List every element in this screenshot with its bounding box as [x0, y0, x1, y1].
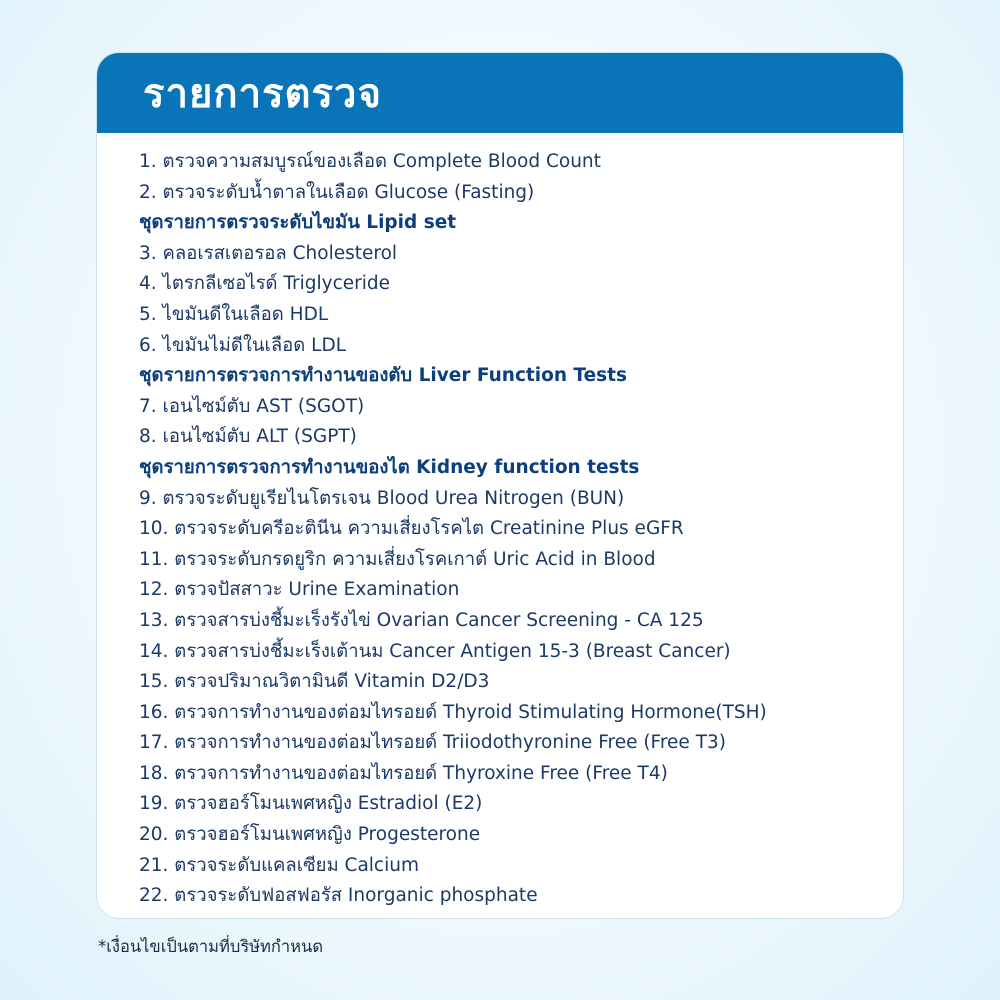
- card-header: [97, 53, 903, 133]
- list-item-1: 1. ตรวจความสมบูรณ์ของเลือด Complete Blood Count: [139, 151, 601, 172]
- list-item-21: 21. ตรวจระดับแคลเซียม Calcium: [139, 854, 419, 876]
- list-item-22: 22. ตรวจระดับฟอสฟอรัส Inorganic phosphate: [139, 885, 538, 907]
- list-item-5: 5. ไขมันดีในเลือด HDL: [139, 303, 329, 325]
- section-heading-liver: ชุดรายการตรวจการทำงานของตับ Liver Function Tests: [139, 365, 628, 387]
- list-item-17: 17. ตรวจการทำงานของต่อมไทรอยด์ Triiodothyronine Free (Free T3): [139, 732, 726, 754]
- list-item-12: 12. ตรวจปัสสาวะ Urine Examination: [139, 579, 460, 601]
- test-list: [97, 133, 903, 912]
- list-item-3: 3. คลอเรสเตอรอล Cholesterol: [139, 242, 398, 264]
- list-item-18: 18. ตรวจการทำงานของต่อมไทรอยด์ Thyroxine Free (Free T4): [139, 762, 668, 784]
- section-heading-lipid: ชุดรายการตรวจระดับไขมัน Lipid set: [139, 212, 457, 234]
- list-item-7: 7. เอนไซม์ตับ AST (SGOT): [139, 395, 365, 417]
- list-item-16: 16. ตรวจการทำงานของต่อมไทรอยด์ Thyroid Stimulating Hormone(TSH): [139, 701, 767, 723]
- list-item-20: 20. ตรวจฮอร์โมนเพศหญิง Progesterone: [139, 824, 481, 846]
- list-item-10: 10. ตรวจระดับครีอะตินีน ความเสี่ยงโรคไต Creatinine Plus eGFR: [139, 518, 684, 540]
- list-item-13: 13. ตรวจสารบ่งชี้มะเร็งรังไข่ Ovarian Cancer Screening - CA 125: [139, 609, 704, 631]
- list-item-8: 8. เอนไซม์ตับ ALT (SGPT): [139, 426, 357, 448]
- list-item-6: 6. ไขมันไม่ดีในเลือด LDL: [139, 334, 347, 356]
- list-item-4: 4. ไตรกลีเซอไรด์ Triglyceride: [139, 273, 391, 295]
- footnote: *เงื่อนไขเป็นตามที่บริษัทกำหนด: [98, 937, 324, 956]
- list-item-2: 2. ตรวจระดับน้ำตาลในเลือด Glucose (Fasting): [139, 181, 535, 203]
- list-item-9: 9. ตรวจระดับยูเรียไนโตรเจน Blood Urea Nitrogen (BUN): [139, 487, 625, 509]
- list-item-19: 19. ตรวจฮอร์โมนเพศหญิง Estradiol (E2): [139, 793, 483, 815]
- section-heading-kidney: ชุดรายการตรวจการทำงานของไต Kidney function tests: [139, 456, 640, 478]
- card-title: รายการตรวจ: [143, 71, 382, 117]
- list-item-11: 11. ตรวจระดับกรดยูริก ความเสี่ยงโรคเกาต์ Uric Acid in Blood: [139, 548, 656, 570]
- list-item-15: 15. ตรวจปริมาณวิตามินดี Vitamin D2/D3: [139, 671, 490, 693]
- checkup-list-card: [97, 53, 903, 918]
- list-item-14: 14. ตรวจสารบ่งชี้มะเร็งเต้านม Cancer Antigen 15-3 (Breast Cancer): [139, 640, 731, 662]
